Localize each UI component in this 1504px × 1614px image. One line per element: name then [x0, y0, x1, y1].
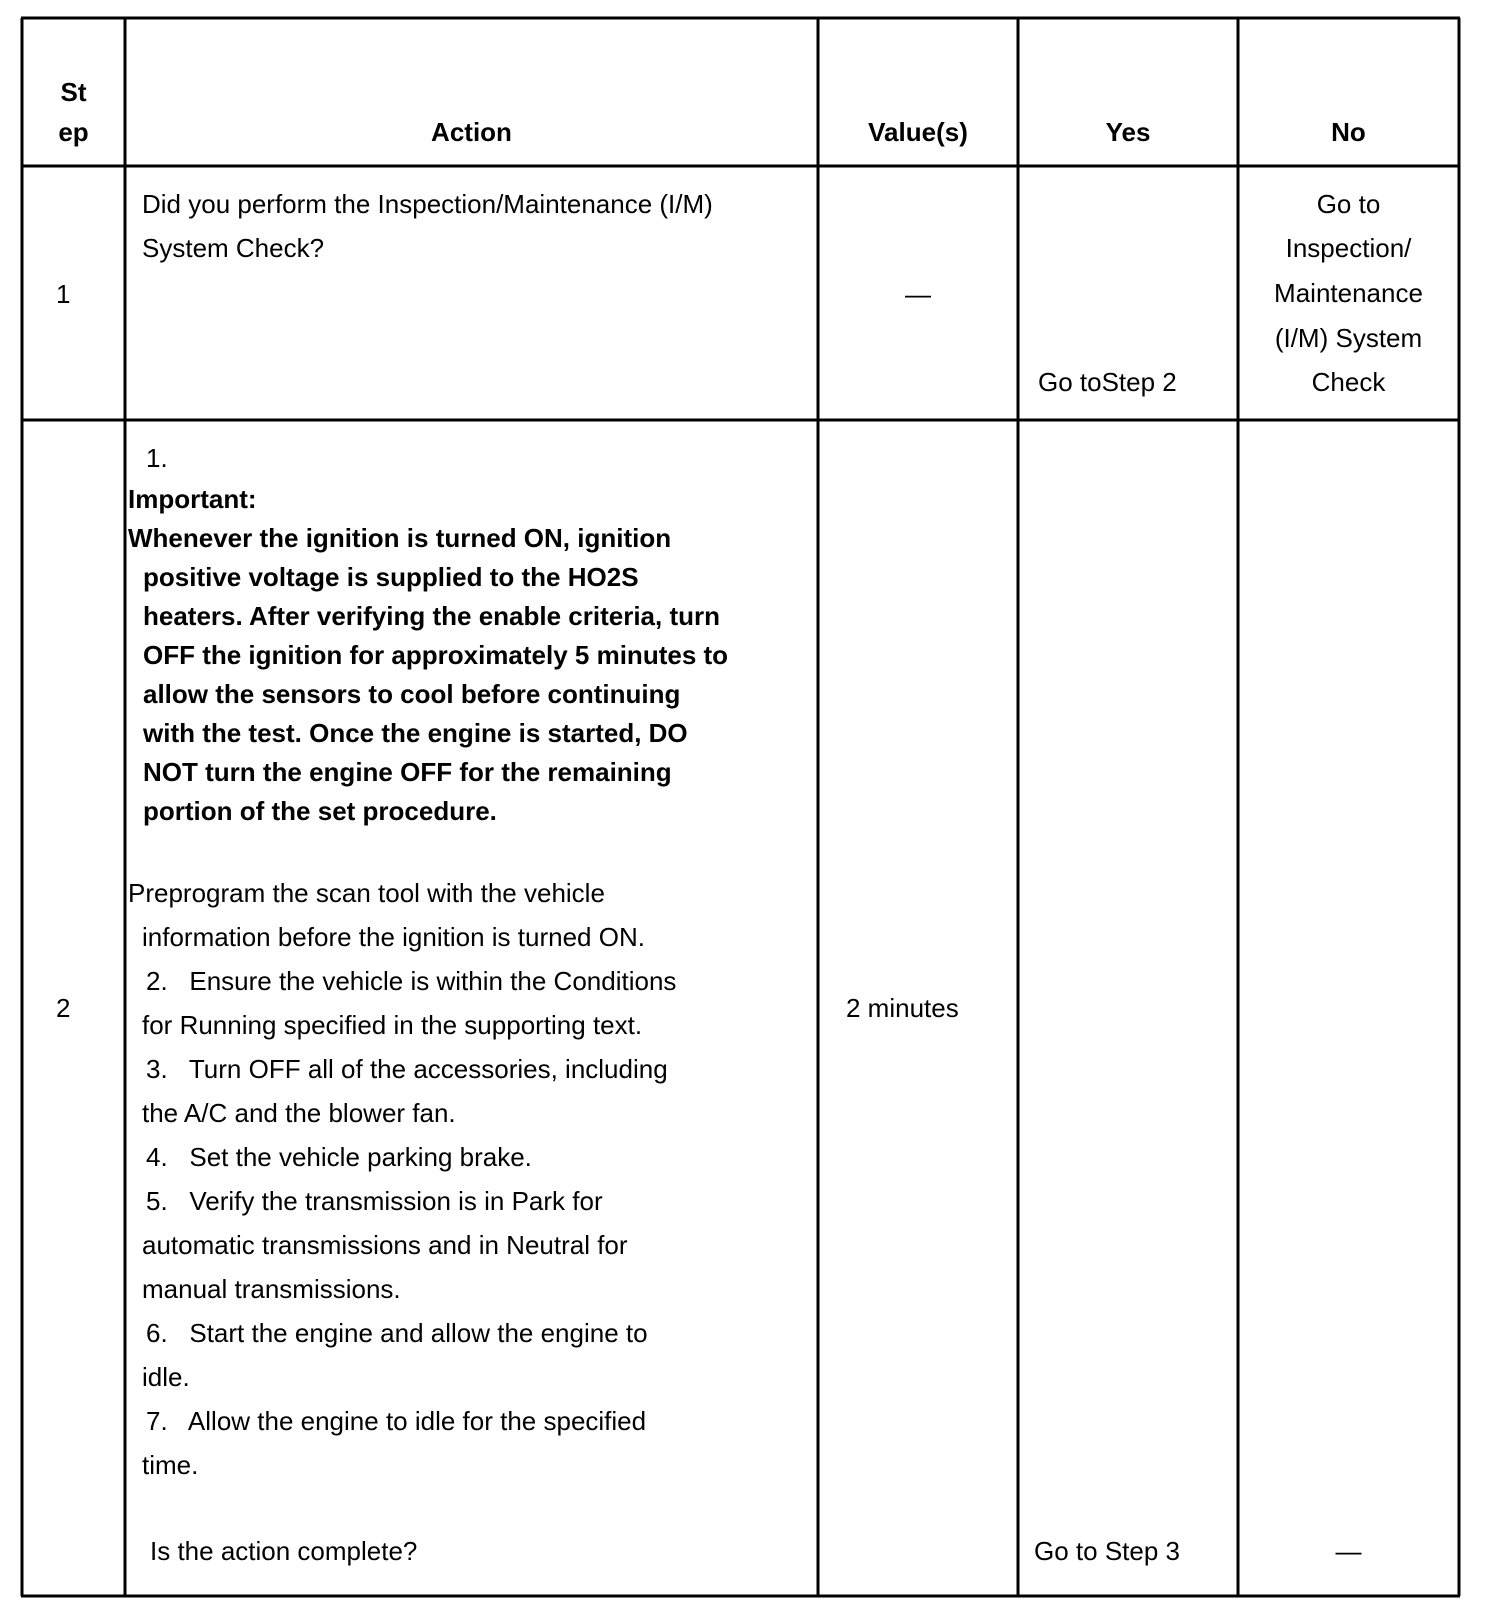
action-text: Did you perform the Inspection/Maintenance (I/M)	[142, 189, 713, 219]
action-text: information before the ignition is turned ON.	[142, 922, 645, 952]
header-step-line1: St	[60, 77, 87, 107]
important-note: OFF the ignition for approximately 5 minutes to	[143, 640, 729, 670]
list-item: idle.	[142, 1362, 190, 1392]
list-item: manual transmissions.	[142, 1274, 401, 1304]
header-values: Value(s)	[868, 117, 968, 147]
no-action: Maintenance	[1274, 278, 1423, 308]
header-step-line2: ep	[58, 117, 89, 147]
list-item: 5. Verify the transmission is in Park for	[146, 1186, 603, 1216]
step-number: 1	[56, 279, 71, 309]
no-action: Check	[1311, 367, 1386, 397]
list-item: 3. Turn OFF all of the accessories, including	[146, 1054, 668, 1084]
list-item: 6. Start the engine and allow the engine to	[146, 1318, 648, 1348]
list-item: 2. Ensure the vehicle is within the Conditions	[146, 966, 677, 996]
action-text: System Check?	[142, 233, 325, 263]
list-item: for Running specified in the supporting text.	[142, 1010, 643, 1040]
yes-action: Go to Step 3	[1034, 1536, 1180, 1566]
header-yes: Yes	[1105, 117, 1151, 147]
step-number: 2	[56, 993, 71, 1023]
list-item: the A/C and the blower fan.	[142, 1098, 456, 1128]
important-note: heaters. After verifying the enable criteria, turn	[143, 601, 720, 631]
action-text: Preprogram the scan tool with the vehicle	[128, 878, 605, 908]
list-item-number: 1.	[146, 443, 168, 473]
header-no: No	[1331, 117, 1366, 147]
important-note: portion of the set procedure.	[143, 796, 497, 826]
list-item: 7. Allow the engine to idle for the specified	[146, 1406, 647, 1436]
important-label: Important:	[128, 484, 257, 514]
no-action: (I/M) System	[1274, 323, 1423, 353]
no-action: Go to	[1316, 189, 1381, 219]
important-note: positive voltage is supplied to the HO2S	[143, 562, 639, 592]
yes-action: Go toStep 2	[1038, 367, 1177, 397]
no-action: —	[1335, 1536, 1362, 1566]
important-note: Whenever the ignition is turned ON, ignition	[128, 523, 672, 553]
list-item: 4. Set the vehicle parking brake.	[146, 1142, 532, 1172]
value-text: —	[905, 279, 931, 309]
important-note: NOT turn the engine OFF for the remaining	[143, 757, 672, 787]
list-item: time.	[142, 1450, 199, 1480]
important-note: with the test. Once the engine is started, DO	[143, 718, 688, 748]
no-action: Inspection/	[1285, 233, 1412, 263]
list-item: automatic transmissions and in Neutral for	[142, 1230, 628, 1260]
action-question: Is the action complete?	[150, 1536, 418, 1566]
important-note: allow the sensors to cool before continuing	[143, 679, 681, 709]
header-action: Action	[431, 117, 512, 147]
value-text: 2 minutes	[846, 993, 959, 1023]
